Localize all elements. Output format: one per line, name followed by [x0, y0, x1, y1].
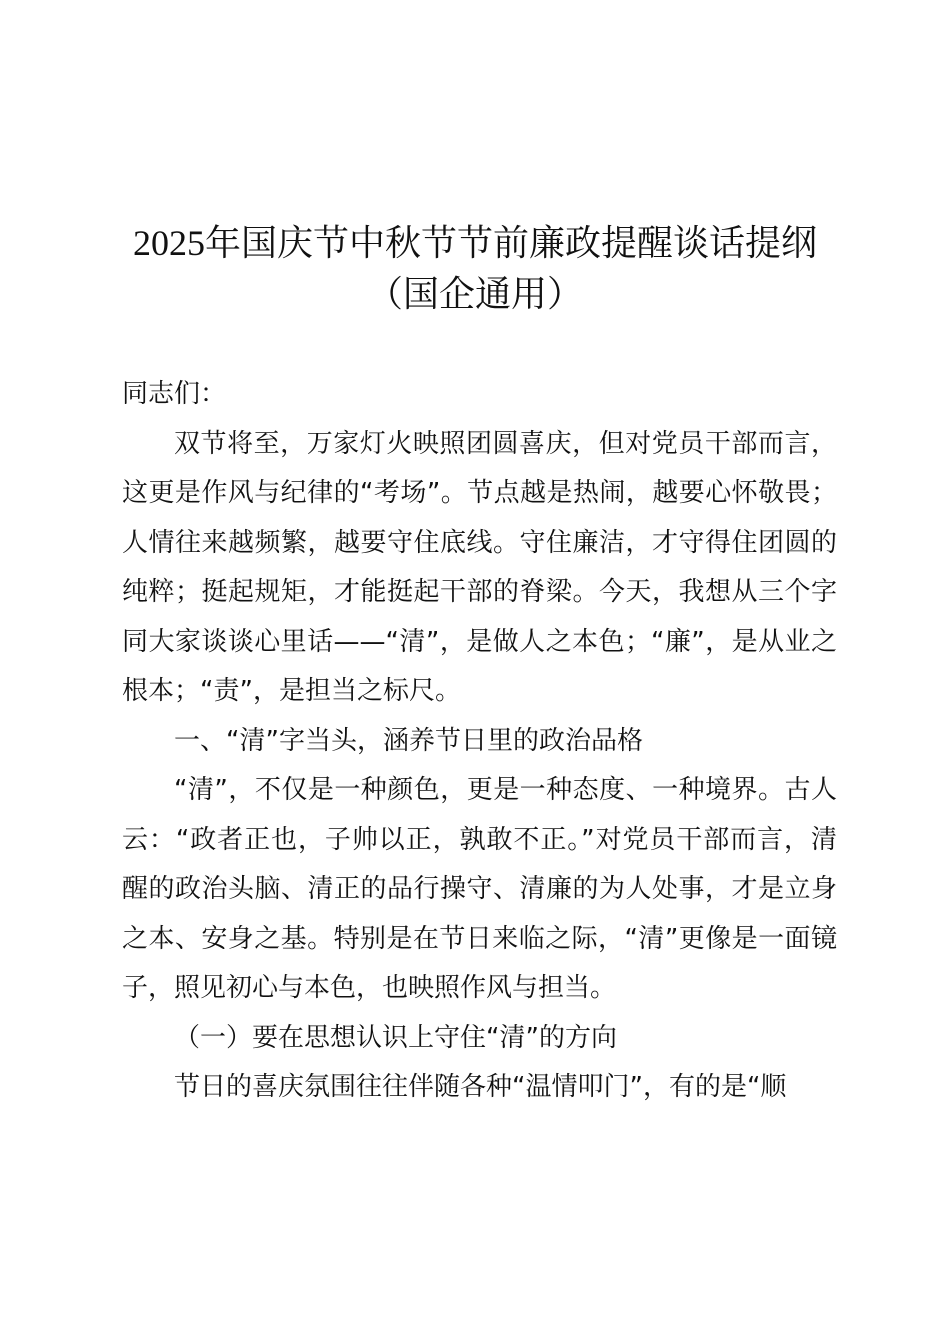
section-heading-1: 一、“清”字当头，涵养节日里的政治品格	[174, 725, 643, 756]
document-body	[122, 370, 837, 1113]
salutation: 同志们：	[122, 379, 227, 409]
intro-paragraph: 双节将至，万家灯火映照团圆喜庆，但对党员干部而言，这更是作风与纪律的“考场”。节点越是热闹，越要心怀敬畏；人情往来越频繁，越要守住底线。守住廉洁，才守得住团圆的纯粹；挺起规矩，才能挺起干部的脊梁。今天，我想从三个字同大家谈谈心里话——“清”，是做人之本色；“廉”，是从业之根本；“责”，是担当之标尺。	[122, 428, 837, 706]
title-year: 2025	[132, 223, 205, 263]
subsection-1-paragraph: 节日的喜庆氛围往往伴随各种“温情叩门”，有的是“顺	[174, 1072, 787, 1102]
document-title-line-2: （国企通用）	[366, 274, 583, 315]
title-main-text: 年国庆节中秋节节前廉政提醒谈话提纲	[204, 223, 817, 264]
document-title-line-1	[0, 218, 950, 269]
section-1-paragraph: “清”，不仅是一种颜色，更是一种态度、一种境界。古人云：“政者正也，子帅以正，孰敢不正。”对党员干部而言，清醒的政治头脑、清正的品行操守、清廉的为人处事，才是立身之本、安身之基。特别是在节日来临之际，“清”更像是一面镜子，照见初心与本色，也映照作风与担当。	[122, 775, 837, 1003]
subsection-heading-1: （一）要在思想认识上守住“清”的方向	[174, 1022, 617, 1053]
